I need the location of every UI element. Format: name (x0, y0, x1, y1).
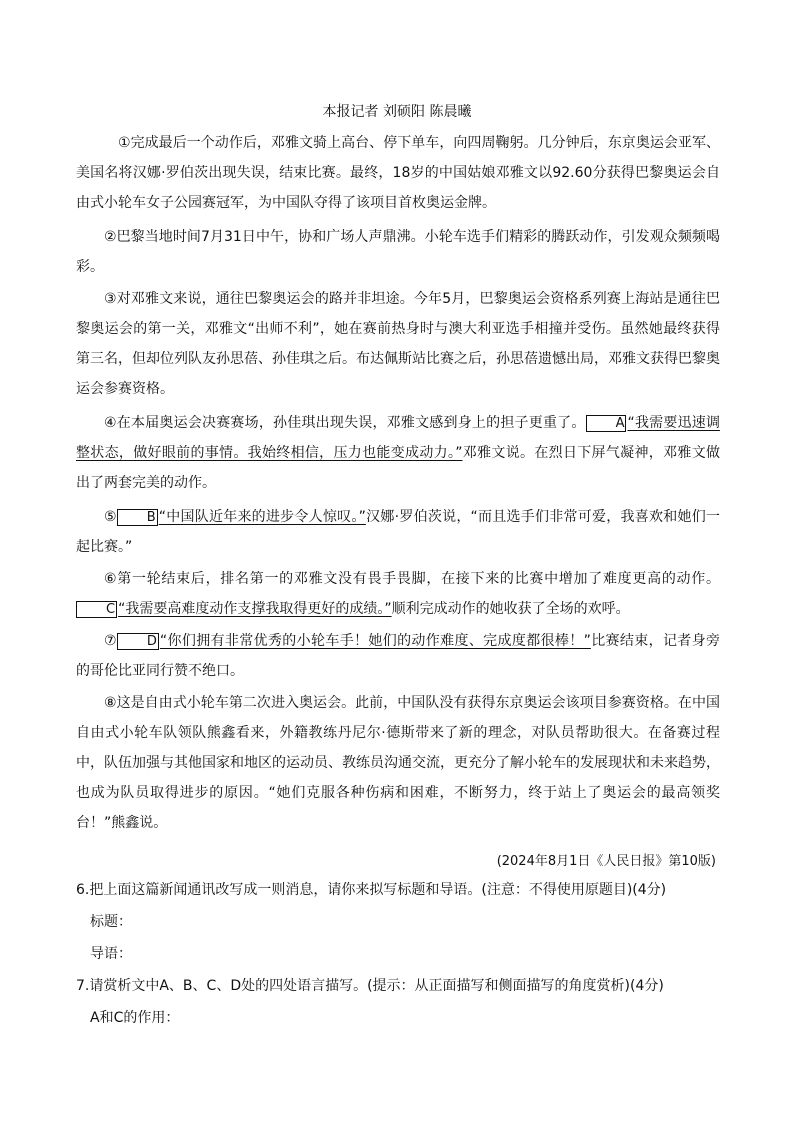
quote-b: “中国队近年来的进步令人惊叹。” (158, 509, 366, 525)
paragraph-6-tail: 顺利完成动作的她收获了全场的欢呼。 (391, 601, 630, 617)
byline: 本报记者 刘硕阳 陈晨曦 (322, 104, 472, 120)
paragraph-4-tail: 邓雅文说。在烈日下屏气凝神，邓雅文做出了两套完美的动作。 (76, 445, 720, 491)
mark-d: D (117, 633, 159, 650)
mark-c: C (76, 601, 117, 618)
question-6-title-label: 标题： (90, 914, 132, 930)
paragraph-8: ⑧这是自由式小轮车第二次进入奥运会。此前，中国队没有获得东京奥运会该项目参赛资格。在中国自由式小轮车队领队熊鑫看来，外籍教练丹尼尔·德斯带来了新的理念，对队员帮助很大。在备赛过程中，队伍加强与其他国家和地区的运动员、教练员沟通交流，更充分了解小轮车的发展现状和未来趋势，也成为队员取得进步的原因。“她们克服各种伤病和困难，不断努力，终于站上了奥运会的最高领奖台！”熊鑫说。 (76, 695, 720, 831)
question-7-ac-label: A和C的作用： (90, 1010, 180, 1026)
paragraph-2: ②巴黎当地时间7月31日中午，协和广场人声鼎沸。小轮车选手们精彩的腾跃动作，引发观众频频喝彩。 (76, 229, 720, 275)
paragraph-7-tail: 比赛结束，记者身旁的哥伦比亚同行赞不绝口。 (76, 633, 720, 679)
paragraph-5-num: ⑤ (104, 509, 117, 525)
quote-a: “我需要迅速调整状态，做好眼前的事情。我始终相信，压力也能变成动力。” (76, 415, 720, 461)
paragraph-5 (76, 502, 720, 562)
paragraph-4 (76, 408, 720, 498)
question-7: 7.请赏析文中A、B、C、D处的四处语言描写。(提示：从正面描写和侧面描写的角度赏析)(4分) (76, 978, 664, 994)
paragraph-1: ①完成最后一个动作后，邓雅文骑上高台、停下单车，向四周鞠躬。几分钟后，东京奥运会亚军、美国名将汉娜·罗伯茨出现失误，结束比赛。最终，18岁的中国姑娘邓雅文以92.60分获得巴黎奥运会自由式小轮车女子公园赛冠军，为中国队夺得了该项目首枚奥运金牌。 (76, 135, 720, 211)
paragraph-4-text: ④在本届奥运会决赛赛场，孙佳琪出现失误，邓雅文感到身上的担子更重了。 (104, 415, 586, 431)
quote-c: “我需要高难度动作支撑我取得更好的成绩。” (118, 601, 392, 617)
paragraph-6 (76, 564, 720, 624)
quote-d: “你们拥有非常优秀的小轮车手！她们的动作难度、完成度都很棒！” (159, 633, 591, 649)
paragraph-6-text: ⑥第一轮结束后，排名第一的邓雅文没有畏手畏脚，在接下来的比赛中增加了难度更高的动作。 (104, 571, 720, 587)
paragraph-7 (76, 626, 720, 686)
question-6: 6.把上面这篇新闻通讯改写成一则消息，请你来拟写标题和导语。(注意：不得使用原题目)(4分) (76, 882, 667, 898)
question-6-lead-label: 导语： (90, 946, 132, 962)
paragraph-7-num: ⑦ (104, 633, 117, 649)
mark-b: B (117, 509, 158, 526)
source-citation: (2024年8月1日《人民日报》第10版) (496, 854, 716, 869)
mark-a: A (586, 415, 627, 432)
paragraph-5-tail: 汉娜·罗伯茨说，“而且选手们非常可爱，我喜欢和她们一起比赛。” (76, 509, 720, 555)
paragraph-3: ③对邓雅文来说，通往巴黎奥运会的路并非坦途。今年5月，巴黎奥运会资格系列赛上海站是通往巴黎奥运会的第一关，邓雅文“出师不利”，她在赛前热身时与澳大利亚选手相撞并受伤。虽然她最终获得第三名，但却位列队友孙思蓓、孙佳琪之后。布达佩斯站比赛之后，孙思蓓遗憾出局，邓雅文获得巴黎奥运会参赛资格。 (76, 291, 720, 397)
